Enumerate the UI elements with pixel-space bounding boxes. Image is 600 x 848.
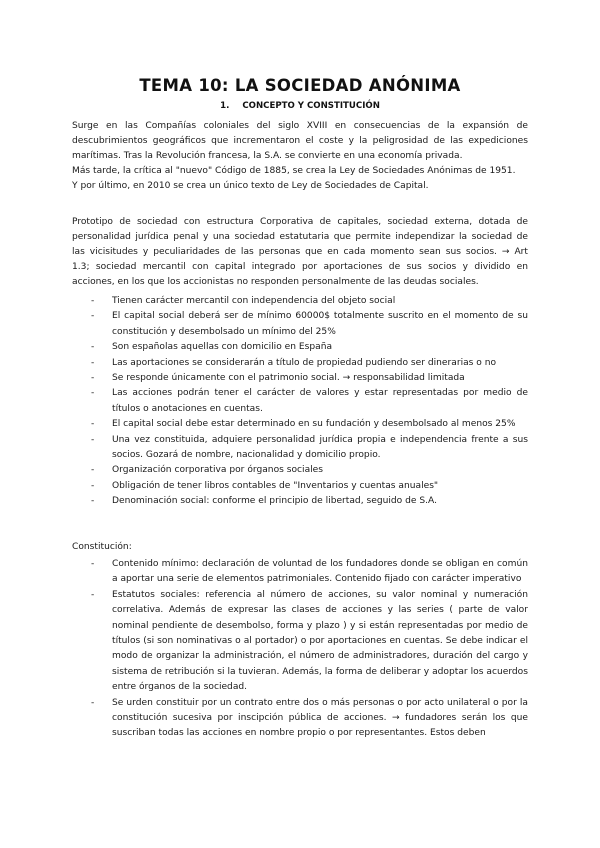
text-line: 1.3; sociedad mercantil con capital integrado por aportaciones de sus socios y dividido en: [72, 262, 528, 273]
list-item-text: Las aportaciones se considerarán a título de propiedad pudiendo ser dinerarias o no: [112, 357, 497, 368]
list-item-text: El capital social debe estar determinado en su fundación y desembolsado al menos 25%: [112, 419, 516, 430]
section-subheading: Constitución:: [72, 542, 132, 552]
text-line: descubrimientos geográficos que incrementaron el coste y la peligrosidad de las expediciones: [72, 136, 528, 147]
list-item-text: Las acciones podrán tener el carácter de valores y estar representadas por medio de títulos o anotaciones en cuentas.: [112, 388, 528, 414]
bullet-dash: -: [91, 496, 95, 507]
list-item: [72, 309, 528, 340]
list-item: [72, 417, 528, 432]
list-item: [72, 386, 528, 417]
list-item: [72, 479, 528, 494]
intro-paragraph: [72, 119, 528, 194]
text-line: Y por último, en 2010 se crea un único texto de Ley de Sociedades de Capital.: [72, 181, 429, 192]
list-item: [72, 463, 528, 478]
bullet-dash: -: [91, 697, 95, 708]
bullet-dash: -: [91, 559, 95, 569]
bullet-dash: -: [91, 296, 95, 306]
list-item-text: Una vez constituida, adquiere personalidad jurídica propia e independencia frente a sus socios. Gozará de nombre, nacionalidad y domicilio propio.: [112, 434, 528, 461]
bullet-dash: -: [91, 311, 95, 322]
page-title: TEMA 10: LA SOCIEDAD ANÓNIMA: [139, 76, 461, 95]
text-line: Surge en las Compañías coloniales del siglo XVIII en consecuencias de la expansión de: [72, 121, 528, 131]
list-item-text: Denominación social: conforme el principio de libertad, seguido de S.A.: [112, 496, 437, 507]
section-heading: [0, 101, 600, 111]
list-item-text: El capital social deberá ser de mínimo 60000$ totalmente suscrito en el momento de su constitución y desembolsado un mínimo del 25%: [112, 311, 528, 337]
characteristics-list: [72, 294, 528, 510]
bullet-dash: -: [91, 589, 95, 600]
bullet-dash: -: [91, 357, 95, 368]
bullet-dash: -: [91, 434, 95, 445]
list-item: [72, 588, 528, 696]
list-item-text: Estatutos sociales: referencia al número de acciones, su valor nominal y numeración correlativa. Además de expresar las clases de acciones y las series ( parte de valor nominal pendiente de desembolso, forma y plazo ) y si están representadas por medio de títulos (si son nominativas o al portador) o por aportaciones en cuentas. Se debe indicar el modo de organizar la administración, el número de administradores, duración del cargo y sistema de retribución si la tuvieran. Además, la forma de deliberar y adoptar los acuerdos entre órganos de la sociedad.: [112, 589, 528, 693]
text-line: Prototipo de sociedad con estructura Corporativa de capitales, sociedad externa, dotada de: [72, 217, 528, 227]
list-item-text: Organización corporativa por órganos sociales: [112, 465, 324, 476]
list-item: [72, 371, 528, 386]
text-line: acciones, en los que los accionistas no responden personalmente de las deudas sociales.: [72, 277, 479, 288]
list-item: [72, 294, 528, 309]
section-title: CONCEPTO Y CONSTITUCIÓN: [242, 101, 380, 111]
bullet-dash: -: [91, 480, 95, 491]
bullet-dash: -: [91, 342, 95, 353]
list-item: [72, 557, 528, 588]
list-item: [72, 340, 528, 355]
list-item: [72, 696, 528, 742]
text-line: las vicisitudes y peculiaridades de las personas que en cada momento sean sus socios. → Art: [72, 247, 528, 258]
list-item-text: Obligación de tener libros contables de "Inventarios y cuentas anuales": [112, 480, 439, 491]
prototype-paragraph: [72, 215, 528, 290]
text-line: personalidad jurídica penal y una sociedad estatutaria que permite independizar la sociedad de: [72, 232, 528, 243]
constitution-list: [72, 557, 528, 742]
list-item-text: Contenido mínimo: declaración de voluntad de los fundadores donde se obligan en común a aportar una serie de elementos patrimoniales. Contenido fijado con carácter imperativo: [112, 559, 528, 585]
list-item: [72, 433, 528, 464]
bullet-dash: -: [91, 373, 95, 384]
list-item-text: Se responde únicamente con el patrimonio social. → responsabilidad limitada: [112, 373, 465, 384]
list-item-text: Son españolas aquellas con domicilio en España: [112, 342, 333, 353]
text-line: marítimas. Tras la Revolución francesa, la S.A. se convierte en una economía privada.: [72, 151, 463, 162]
bullet-dash: -: [91, 465, 95, 476]
list-item-text: Tienen carácter mercantil con independencia del objeto social: [112, 296, 396, 306]
list-item: [72, 356, 528, 371]
bullet-dash: -: [91, 419, 95, 430]
bullet-dash: -: [91, 388, 95, 399]
list-item: [72, 494, 528, 509]
text-line: Más tarde, la crítica al "nuevo" Código de 1885, se crea la Ley de Sociedades Anónimas de 1951.: [72, 166, 516, 177]
list-item-text: Se urden constituir por un contrato entre dos o más personas o por acto unilateral o por la constitución sucesiva por inscipción pública de acciones. → fundadores serán los que suscriban todas las acciones en nombre propio o por representantes. Estos deben: [112, 697, 528, 739]
section-number: 1.: [220, 101, 230, 111]
constitution-heading: [72, 540, 528, 555]
